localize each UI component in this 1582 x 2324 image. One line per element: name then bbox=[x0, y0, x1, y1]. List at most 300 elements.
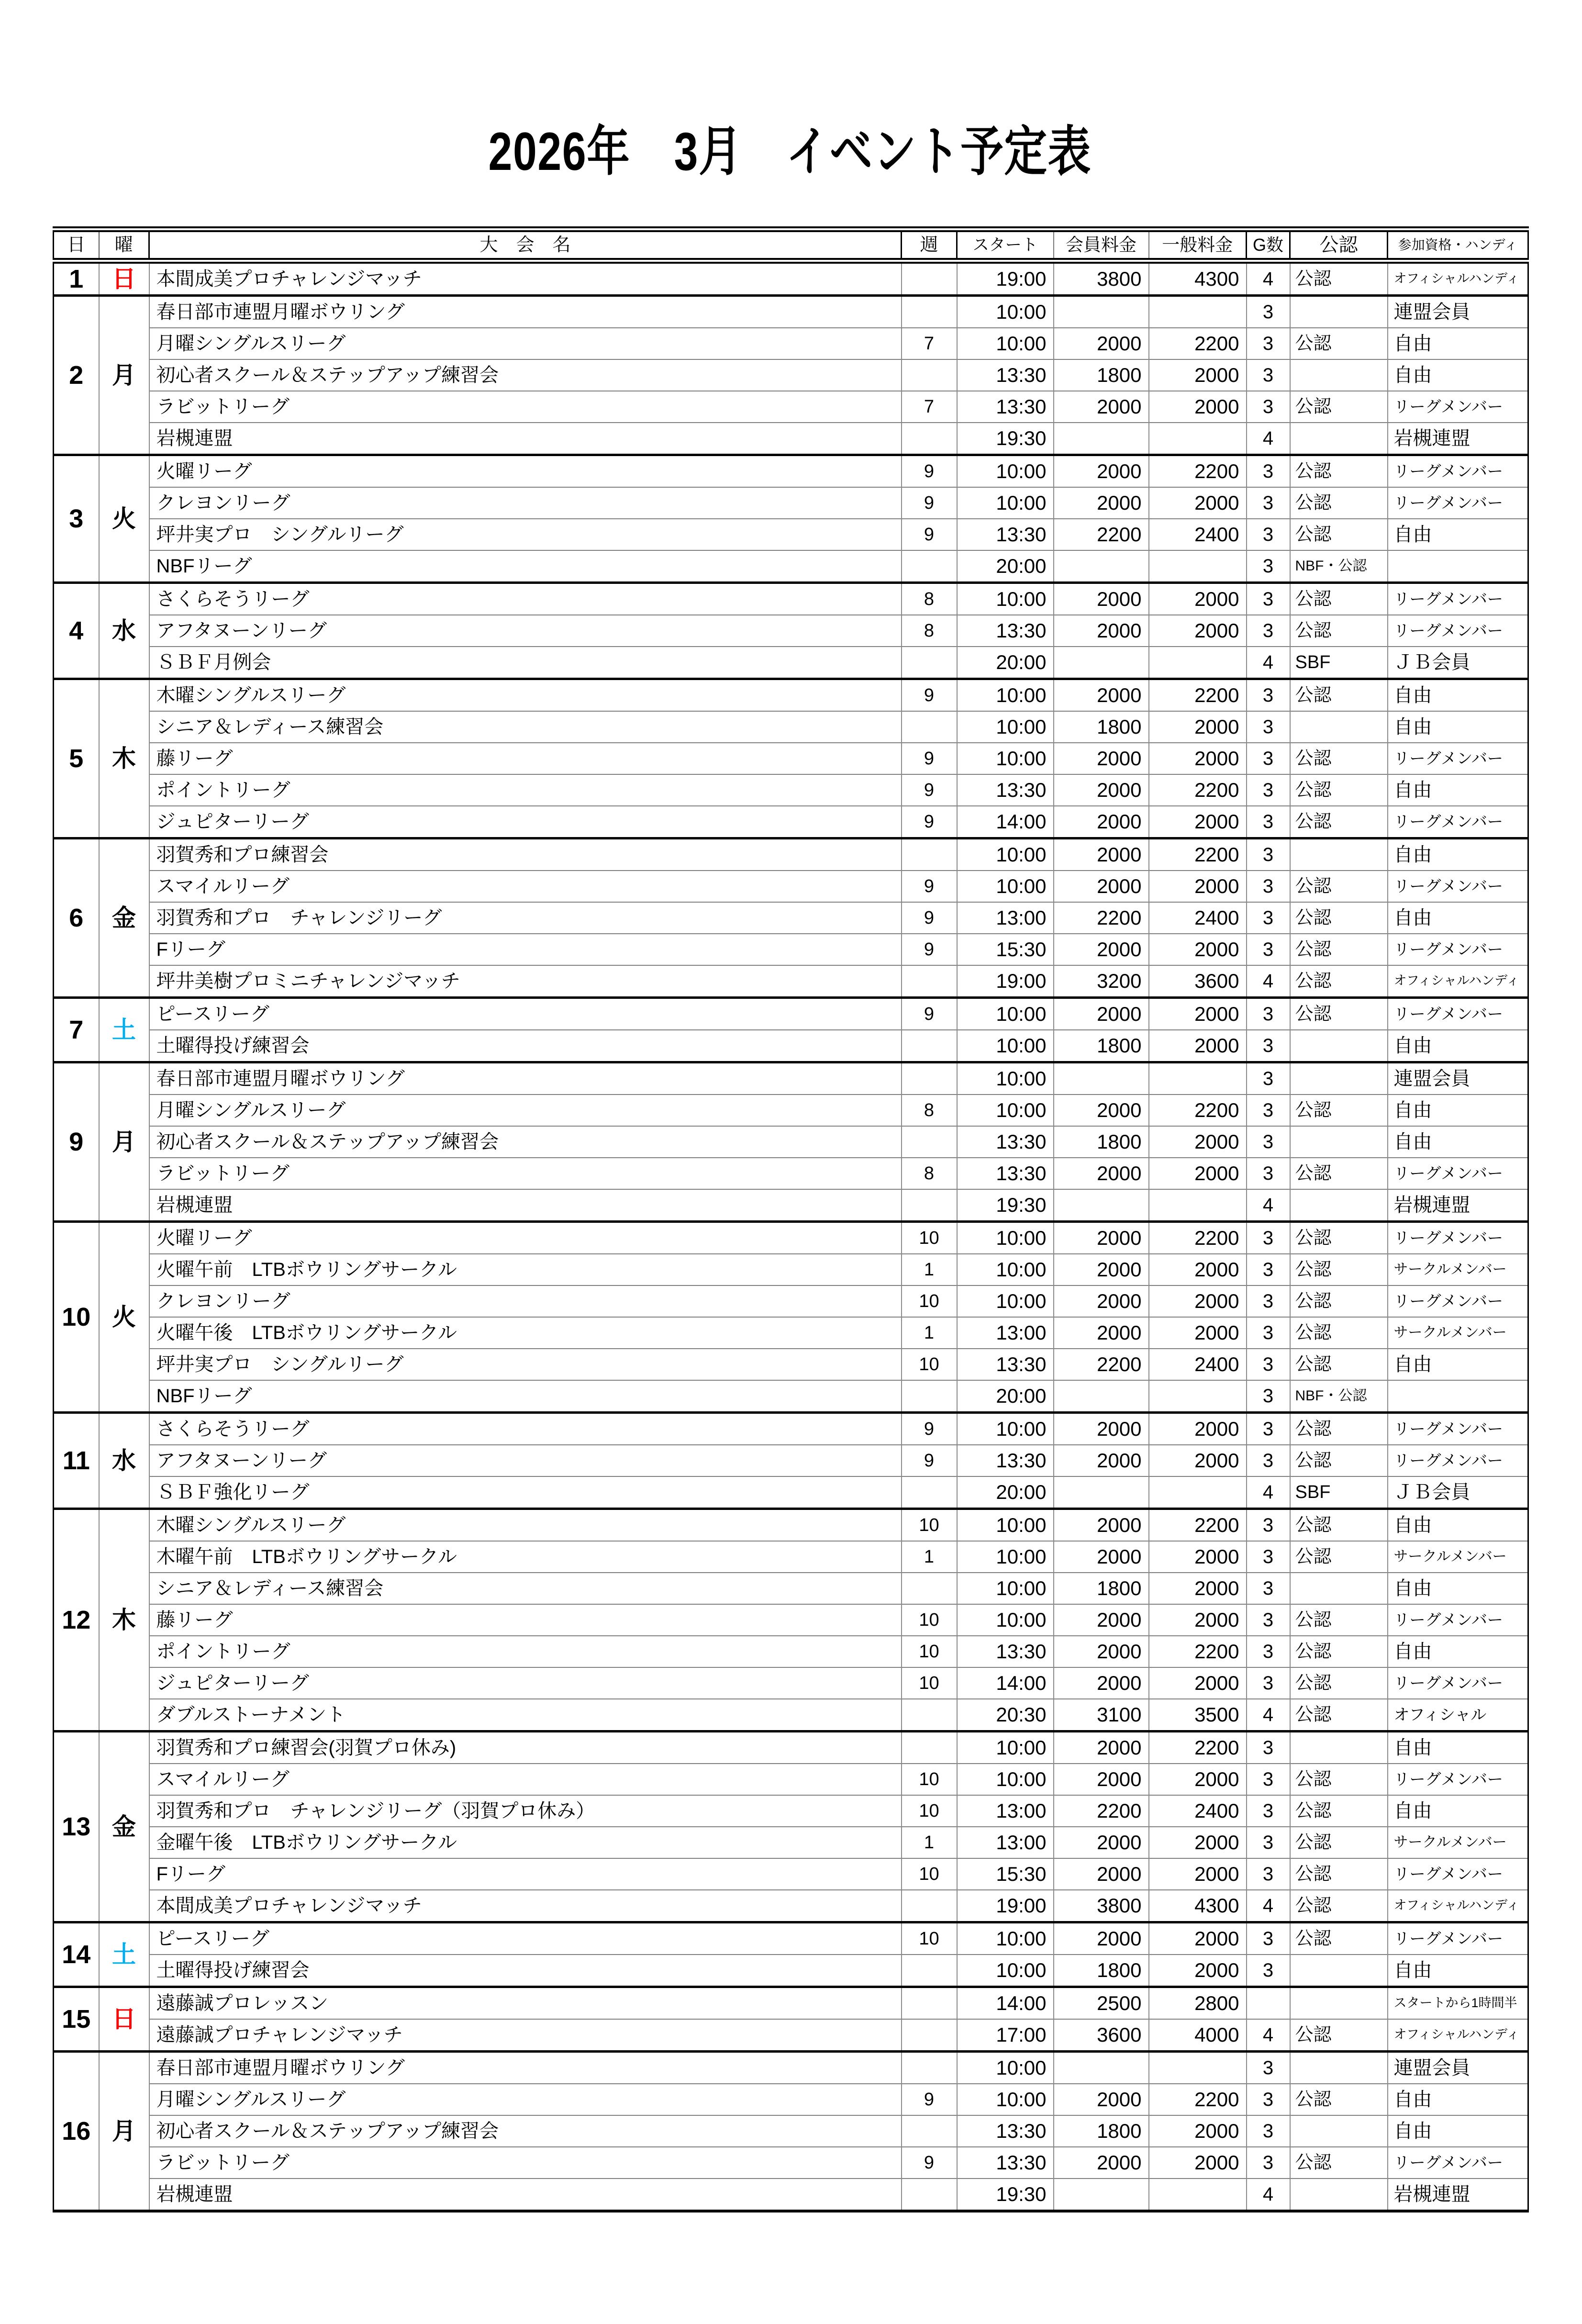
event-name-cell: クレヨンリーグ bbox=[149, 487, 902, 519]
event-name-cell: ＳＢＦ強化リーグ bbox=[149, 1476, 902, 1509]
weekday-cell: 日 bbox=[99, 261, 149, 296]
event-name-cell: さくらそうリーグ bbox=[149, 582, 902, 615]
event-row bbox=[54, 774, 1528, 806]
general-fee-cell: 2200 bbox=[1149, 1636, 1247, 1667]
start-cell: 10:00 bbox=[957, 1731, 1054, 1764]
event-row bbox=[54, 2147, 1528, 2179]
header-event-name: 大 会 名 bbox=[149, 229, 902, 261]
day-cell: 11 bbox=[54, 1412, 99, 1508]
qualification-cell: リーグメンバー bbox=[1388, 871, 1528, 902]
member-fee-cell: 2000 bbox=[1054, 1508, 1149, 1541]
games-cell: 3 bbox=[1247, 1573, 1290, 1604]
week-cell: 10 bbox=[902, 1285, 957, 1317]
event-row bbox=[54, 2019, 1528, 2052]
games-cell: 3 bbox=[1247, 1158, 1290, 1189]
event-row bbox=[54, 711, 1528, 743]
qualification-cell: リーグメンバー bbox=[1388, 1922, 1528, 1955]
member-fee-cell: 2000 bbox=[1054, 2147, 1149, 2179]
qualification-cell: リーグメンバー bbox=[1388, 743, 1528, 774]
start-cell: 20:00 bbox=[957, 647, 1054, 679]
certified-cell bbox=[1290, 711, 1388, 743]
event-name-cell: 羽賀秀和プロ練習会(羽賀プロ休み) bbox=[149, 1731, 902, 1764]
games-cell: 3 bbox=[1247, 519, 1290, 550]
start-cell: 13:00 bbox=[957, 1317, 1054, 1349]
event-name-cell: 本間成美プロチャレンジマッチ bbox=[149, 1890, 902, 1922]
games-cell: 3 bbox=[1247, 838, 1290, 871]
qualification-cell: 自由 bbox=[1388, 1795, 1528, 1827]
event-row bbox=[54, 1955, 1528, 1987]
week-cell bbox=[902, 1987, 957, 2019]
certified-cell: 公認 bbox=[1290, 1221, 1388, 1254]
certified-cell: 公認 bbox=[1290, 1764, 1388, 1795]
certified-cell bbox=[1290, 2051, 1388, 2084]
week-cell: 7 bbox=[902, 391, 957, 423]
member-fee-cell: 2000 bbox=[1054, 934, 1149, 965]
games-cell: 3 bbox=[1247, 1380, 1290, 1413]
games-cell: 3 bbox=[1247, 1667, 1290, 1699]
general-fee-cell: 4300 bbox=[1149, 261, 1247, 296]
qualification-cell: 連盟会員 bbox=[1388, 295, 1528, 328]
qualification-cell: オフィシャル bbox=[1388, 1699, 1528, 1732]
event-name-cell: ラビットリーグ bbox=[149, 2147, 902, 2179]
event-row bbox=[54, 1922, 1528, 1955]
qualification-cell: 自由 bbox=[1388, 1030, 1528, 1062]
qualification-cell: 岩槻連盟 bbox=[1388, 1189, 1528, 1222]
qualification-cell: リーグメンバー bbox=[1388, 487, 1528, 519]
start-cell: 10:00 bbox=[957, 1254, 1054, 1285]
games-cell: 3 bbox=[1247, 1285, 1290, 1317]
general-fee-cell: 2000 bbox=[1149, 2115, 1247, 2147]
general-fee-cell: 3600 bbox=[1149, 965, 1247, 998]
event-name-cell: 岩槻連盟 bbox=[149, 1189, 902, 1222]
member-fee-cell: 2000 bbox=[1054, 1254, 1149, 1285]
games-cell: 4 bbox=[1247, 423, 1290, 455]
member-fee-cell: 2000 bbox=[1054, 582, 1149, 615]
week-cell: 1 bbox=[902, 1541, 957, 1573]
qualification-cell: 自由 bbox=[1388, 2084, 1528, 2115]
certified-cell: 公認 bbox=[1290, 1412, 1388, 1445]
start-cell: 19:30 bbox=[957, 1189, 1054, 1222]
header-row bbox=[54, 229, 1528, 261]
start-cell: 13:30 bbox=[957, 1349, 1054, 1380]
header-week: 週 bbox=[902, 229, 957, 261]
event-name-cell: 坪井実プロ シングルリーグ bbox=[149, 519, 902, 550]
event-row bbox=[54, 2084, 1528, 2115]
general-fee-cell: 2000 bbox=[1149, 1955, 1247, 1987]
event-row bbox=[54, 1508, 1528, 1541]
day-cell: 16 bbox=[54, 2051, 99, 2211]
event-name-cell: ピースリーグ bbox=[149, 1922, 902, 1955]
games-cell: 3 bbox=[1247, 934, 1290, 965]
event-row bbox=[54, 1604, 1528, 1636]
start-cell: 13:30 bbox=[957, 615, 1054, 647]
event-name-cell: ジュピターリーグ bbox=[149, 806, 902, 838]
games-cell: 4 bbox=[1247, 2019, 1290, 2052]
start-cell: 10:00 bbox=[957, 871, 1054, 902]
event-row bbox=[54, 519, 1528, 550]
event-name-cell: 木曜シングルスリーグ bbox=[149, 679, 902, 711]
event-row bbox=[54, 423, 1528, 455]
member-fee-cell: 2000 bbox=[1054, 1445, 1149, 1476]
event-row bbox=[54, 1764, 1528, 1795]
event-row bbox=[54, 1030, 1528, 1062]
member-fee-cell: 1800 bbox=[1054, 1573, 1149, 1604]
start-cell: 10:00 bbox=[957, 2084, 1054, 2115]
event-name-cell: 金曜午後 LTBボウリングサークル bbox=[149, 1827, 902, 1858]
certified-cell: 公認 bbox=[1290, 934, 1388, 965]
certified-cell: 公認 bbox=[1290, 965, 1388, 998]
games-cell: 3 bbox=[1247, 1317, 1290, 1349]
start-cell: 19:00 bbox=[957, 965, 1054, 998]
certified-cell bbox=[1290, 1062, 1388, 1095]
general-fee-cell: 2000 bbox=[1149, 487, 1247, 519]
start-cell: 10:00 bbox=[957, 1508, 1054, 1541]
week-cell bbox=[902, 423, 957, 455]
certified-cell bbox=[1290, 1126, 1388, 1158]
member-fee-cell: 2000 bbox=[1054, 1636, 1149, 1667]
member-fee-cell: 3600 bbox=[1054, 2019, 1149, 2052]
member-fee-cell: 3800 bbox=[1054, 261, 1149, 296]
week-cell: 9 bbox=[902, 679, 957, 711]
start-cell: 10:00 bbox=[957, 1922, 1054, 1955]
qualification-cell: リーグメンバー bbox=[1388, 806, 1528, 838]
weekday-cell: 木 bbox=[99, 679, 149, 838]
day-cell: 14 bbox=[54, 1922, 99, 1987]
week-cell bbox=[902, 1062, 957, 1095]
general-fee-cell: 2200 bbox=[1149, 1221, 1247, 1254]
member-fee-cell: 2200 bbox=[1054, 519, 1149, 550]
event-name-cell: 岩槻連盟 bbox=[149, 2179, 902, 2211]
certified-cell: NBF・公認 bbox=[1290, 1380, 1388, 1413]
header-general-fee: 一般料金 bbox=[1149, 229, 1247, 261]
certified-cell: 公認 bbox=[1290, 1890, 1388, 1922]
member-fee-cell: 3800 bbox=[1054, 1890, 1149, 1922]
week-cell: 8 bbox=[902, 1158, 957, 1189]
week-cell: 9 bbox=[902, 774, 957, 806]
event-name-cell: クレヨンリーグ bbox=[149, 1285, 902, 1317]
games-cell: 3 bbox=[1247, 2084, 1290, 2115]
games-cell: 3 bbox=[1247, 582, 1290, 615]
event-name-cell: 羽賀秀和プロ チャレンジリーグ bbox=[149, 902, 902, 934]
event-row bbox=[54, 487, 1528, 519]
start-cell: 10:00 bbox=[957, 1604, 1054, 1636]
event-row bbox=[54, 2051, 1528, 2084]
title-wrap bbox=[53, 85, 1527, 219]
general-fee-cell: 2400 bbox=[1149, 519, 1247, 550]
member-fee-cell: 1800 bbox=[1054, 711, 1149, 743]
week-cell: 10 bbox=[902, 1636, 957, 1667]
week-cell: 9 bbox=[902, 743, 957, 774]
week-cell: 9 bbox=[902, 1412, 957, 1445]
event-row bbox=[54, 328, 1528, 359]
start-cell: 10:00 bbox=[957, 1095, 1054, 1126]
week-cell: 10 bbox=[902, 1221, 957, 1254]
event-row bbox=[54, 1349, 1528, 1380]
games-cell: 3 bbox=[1247, 902, 1290, 934]
general-fee-cell: 4300 bbox=[1149, 1890, 1247, 1922]
general-fee-cell: 2000 bbox=[1149, 871, 1247, 902]
qualification-cell: リーグメンバー bbox=[1388, 997, 1528, 1030]
day-cell: 6 bbox=[54, 838, 99, 997]
event-name-cell: Fリーグ bbox=[149, 1858, 902, 1890]
event-name-cell: 月曜シングルスリーグ bbox=[149, 328, 902, 359]
certified-cell: SBF bbox=[1290, 1476, 1388, 1509]
qualification-cell: 自由 bbox=[1388, 711, 1528, 743]
member-fee-cell: 2000 bbox=[1054, 806, 1149, 838]
games-cell: 3 bbox=[1247, 328, 1290, 359]
games-cell: 3 bbox=[1247, 1858, 1290, 1890]
games-cell: 3 bbox=[1247, 1955, 1290, 1987]
day-cell: 1 bbox=[54, 261, 99, 296]
general-fee-cell bbox=[1149, 2179, 1247, 2211]
event-name-cell: 坪井美樹プロミニチャレンジマッチ bbox=[149, 965, 902, 998]
event-name-cell: 木曜午前 LTBボウリングサークル bbox=[149, 1541, 902, 1573]
start-cell: 10:00 bbox=[957, 582, 1054, 615]
member-fee-cell: 3200 bbox=[1054, 965, 1149, 998]
event-row bbox=[54, 902, 1528, 934]
general-fee-cell: 2000 bbox=[1149, 1158, 1247, 1189]
member-fee-cell: 2000 bbox=[1054, 997, 1149, 1030]
certified-cell: 公認 bbox=[1290, 679, 1388, 711]
start-cell: 15:30 bbox=[957, 1858, 1054, 1890]
start-cell: 10:00 bbox=[957, 743, 1054, 774]
member-fee-cell: 2000 bbox=[1054, 1731, 1149, 1764]
qualification-cell: 自由 bbox=[1388, 328, 1528, 359]
weekday-cell: 火 bbox=[99, 1221, 149, 1412]
start-cell: 20:30 bbox=[957, 1699, 1054, 1732]
week-cell bbox=[902, 1126, 957, 1158]
week-cell: 9 bbox=[902, 871, 957, 902]
header-game-count: G数 bbox=[1247, 229, 1290, 261]
weekday-cell: 火 bbox=[99, 455, 149, 582]
member-fee-cell: 2000 bbox=[1054, 1858, 1149, 1890]
qualification-cell: 自由 bbox=[1388, 1508, 1528, 1541]
event-row bbox=[54, 934, 1528, 965]
week-cell bbox=[902, 2019, 957, 2052]
day-cell: 7 bbox=[54, 997, 99, 1062]
certified-cell: 公認 bbox=[1290, 743, 1388, 774]
qualification-cell: 自由 bbox=[1388, 679, 1528, 711]
general-fee-cell bbox=[1149, 423, 1247, 455]
member-fee-cell: 2000 bbox=[1054, 1095, 1149, 1126]
start-cell: 13:30 bbox=[957, 1158, 1054, 1189]
event-name-cell: 遠藤誠プロレッスン bbox=[149, 1987, 902, 2019]
general-fee-cell: 2000 bbox=[1149, 359, 1247, 391]
qualification-cell: リーグメンバー bbox=[1388, 615, 1528, 647]
event-row bbox=[54, 1858, 1528, 1890]
games-cell: 3 bbox=[1247, 295, 1290, 328]
certified-cell bbox=[1290, 1030, 1388, 1062]
start-cell: 13:30 bbox=[957, 359, 1054, 391]
games-cell: 3 bbox=[1247, 774, 1290, 806]
certified-cell: 公認 bbox=[1290, 1285, 1388, 1317]
qualification-cell: 自由 bbox=[1388, 902, 1528, 934]
event-name-cell: アフタヌーンリーグ bbox=[149, 615, 902, 647]
qualification-cell: 自由 bbox=[1388, 838, 1528, 871]
general-fee-cell: 2000 bbox=[1149, 1254, 1247, 1285]
member-fee-cell: 2000 bbox=[1054, 1667, 1149, 1699]
week-cell bbox=[902, 2051, 957, 2084]
week-cell bbox=[902, 1699, 957, 1732]
day-cell: 4 bbox=[54, 582, 99, 679]
event-row bbox=[54, 1573, 1528, 1604]
member-fee-cell bbox=[1054, 2051, 1149, 2084]
event-row bbox=[54, 1317, 1528, 1349]
event-row bbox=[54, 1699, 1528, 1732]
event-name-cell: 火曜リーグ bbox=[149, 1221, 902, 1254]
general-fee-cell: 4000 bbox=[1149, 2019, 1247, 2052]
event-name-cell: 春日部市連盟月曜ボウリング bbox=[149, 1062, 902, 1095]
header-qualification: 参加資格・ハンディ bbox=[1388, 229, 1528, 261]
certified-cell: 公認 bbox=[1290, 1858, 1388, 1890]
start-cell: 19:00 bbox=[957, 1890, 1054, 1922]
games-cell: 3 bbox=[1247, 711, 1290, 743]
qualification-cell: オフィシャルハンディ bbox=[1388, 261, 1528, 296]
games-cell: 4 bbox=[1247, 1189, 1290, 1222]
start-cell: 13:00 bbox=[957, 902, 1054, 934]
event-name-cell: スマイルリーグ bbox=[149, 1764, 902, 1795]
qualification-cell: 自由 bbox=[1388, 774, 1528, 806]
certified-cell: 公認 bbox=[1290, 902, 1388, 934]
games-cell: 3 bbox=[1247, 679, 1290, 711]
week-cell: 9 bbox=[902, 806, 957, 838]
event-row bbox=[54, 679, 1528, 711]
certified-cell: 公認 bbox=[1290, 1636, 1388, 1667]
week-cell bbox=[902, 295, 957, 328]
event-row bbox=[54, 1541, 1528, 1573]
general-fee-cell bbox=[1149, 1476, 1247, 1509]
qualification-cell: 岩槻連盟 bbox=[1388, 423, 1528, 455]
general-fee-cell: 2800 bbox=[1149, 1987, 1247, 2019]
general-fee-cell: 2000 bbox=[1149, 806, 1247, 838]
week-cell: 10 bbox=[902, 1604, 957, 1636]
member-fee-cell: 2000 bbox=[1054, 679, 1149, 711]
qualification-cell: リーグメンバー bbox=[1388, 1285, 1528, 1317]
event-name-cell: ポイントリーグ bbox=[149, 1636, 902, 1667]
general-fee-cell bbox=[1149, 1189, 1247, 1222]
member-fee-cell: 2000 bbox=[1054, 455, 1149, 487]
event-schedule-table bbox=[53, 226, 1529, 2212]
event-row bbox=[54, 1095, 1528, 1126]
certified-cell: 公認 bbox=[1290, 1795, 1388, 1827]
games-cell: 3 bbox=[1247, 2115, 1290, 2147]
event-row bbox=[54, 1827, 1528, 1858]
qualification-cell: 自由 bbox=[1388, 1573, 1528, 1604]
event-name-cell: 木曜シングルスリーグ bbox=[149, 1508, 902, 1541]
general-fee-cell: 2200 bbox=[1149, 2084, 1247, 2115]
week-cell bbox=[902, 2115, 957, 2147]
general-fee-cell: 2400 bbox=[1149, 902, 1247, 934]
start-cell: 13:30 bbox=[957, 1126, 1054, 1158]
games-cell: 3 bbox=[1247, 1922, 1290, 1955]
week-cell bbox=[902, 1890, 957, 1922]
qualification-cell: オフィシャルハンディ bbox=[1388, 965, 1528, 998]
qualification-cell: 連盟会員 bbox=[1388, 2051, 1528, 2084]
event-row bbox=[54, 1890, 1528, 1922]
member-fee-cell: 1800 bbox=[1054, 1030, 1149, 1062]
qualification-cell: リーグメンバー bbox=[1388, 582, 1528, 615]
member-fee-cell bbox=[1054, 1189, 1149, 1222]
qualification-cell: リーグメンバー bbox=[1388, 1158, 1528, 1189]
member-fee-cell: 2000 bbox=[1054, 1158, 1149, 1189]
member-fee-cell bbox=[1054, 1062, 1149, 1095]
event-name-cell: Fリーグ bbox=[149, 934, 902, 965]
event-row bbox=[54, 1445, 1528, 1476]
member-fee-cell: 2000 bbox=[1054, 2084, 1149, 2115]
start-cell: 14:00 bbox=[957, 1987, 1054, 2019]
certified-cell bbox=[1290, 359, 1388, 391]
qualification-cell: 自由 bbox=[1388, 359, 1528, 391]
weekday-cell: 日 bbox=[99, 1987, 149, 2051]
event-name-cell: NBFリーグ bbox=[149, 550, 902, 583]
qualification-cell bbox=[1388, 1380, 1528, 1413]
event-row bbox=[54, 261, 1528, 296]
games-cell: 3 bbox=[1247, 1126, 1290, 1158]
event-row bbox=[54, 2115, 1528, 2147]
event-name-cell: ダブルストーナメント bbox=[149, 1699, 902, 1732]
event-row bbox=[54, 965, 1528, 998]
qualification-cell: 自由 bbox=[1388, 1955, 1528, 1987]
general-fee-cell: 2000 bbox=[1149, 391, 1247, 423]
week-cell: 9 bbox=[902, 997, 957, 1030]
week-cell bbox=[902, 1030, 957, 1062]
week-cell: 9 bbox=[902, 519, 957, 550]
start-cell: 10:00 bbox=[957, 679, 1054, 711]
certified-cell: 公認 bbox=[1290, 519, 1388, 550]
event-row bbox=[54, 1731, 1528, 1764]
certified-cell: SBF bbox=[1290, 647, 1388, 679]
member-fee-cell bbox=[1054, 295, 1149, 328]
general-fee-cell: 2000 bbox=[1149, 1126, 1247, 1158]
games-cell: 4 bbox=[1247, 965, 1290, 998]
certified-cell bbox=[1290, 1573, 1388, 1604]
member-fee-cell: 2000 bbox=[1054, 743, 1149, 774]
week-cell: 9 bbox=[902, 934, 957, 965]
certified-cell bbox=[1290, 1987, 1388, 2019]
general-fee-cell: 2000 bbox=[1149, 582, 1247, 615]
member-fee-cell bbox=[1054, 1476, 1149, 1509]
start-cell: 10:00 bbox=[957, 2051, 1054, 2084]
games-cell: 3 bbox=[1247, 2147, 1290, 2179]
member-fee-cell: 2000 bbox=[1054, 1604, 1149, 1636]
event-name-cell: ピースリーグ bbox=[149, 997, 902, 1030]
start-cell: 10:00 bbox=[957, 1062, 1054, 1095]
certified-cell bbox=[1290, 838, 1388, 871]
week-cell: 7 bbox=[902, 328, 957, 359]
start-cell: 13:30 bbox=[957, 391, 1054, 423]
event-row bbox=[54, 1221, 1528, 1254]
general-fee-cell: 2200 bbox=[1149, 455, 1247, 487]
event-name-cell: 藤リーグ bbox=[149, 743, 902, 774]
certified-cell: 公認 bbox=[1290, 1095, 1388, 1126]
games-cell: 3 bbox=[1247, 1349, 1290, 1380]
day-cell: 10 bbox=[54, 1221, 99, 1412]
games-cell: 3 bbox=[1247, 871, 1290, 902]
general-fee-cell: 2200 bbox=[1149, 774, 1247, 806]
header-weekday: 曜 bbox=[99, 229, 149, 261]
event-row bbox=[54, 1380, 1528, 1413]
member-fee-cell: 2000 bbox=[1054, 1922, 1149, 1955]
qualification-cell: 自由 bbox=[1388, 1095, 1528, 1126]
games-cell: 3 bbox=[1247, 743, 1290, 774]
games-cell: 3 bbox=[1247, 1827, 1290, 1858]
qualification-cell: リーグメンバー bbox=[1388, 455, 1528, 487]
games-cell: 3 bbox=[1247, 615, 1290, 647]
week-cell bbox=[902, 261, 957, 296]
qualification-cell: 自由 bbox=[1388, 1126, 1528, 1158]
qualification-cell: サークルメンバー bbox=[1388, 1827, 1528, 1858]
games-cell: 4 bbox=[1247, 1890, 1290, 1922]
